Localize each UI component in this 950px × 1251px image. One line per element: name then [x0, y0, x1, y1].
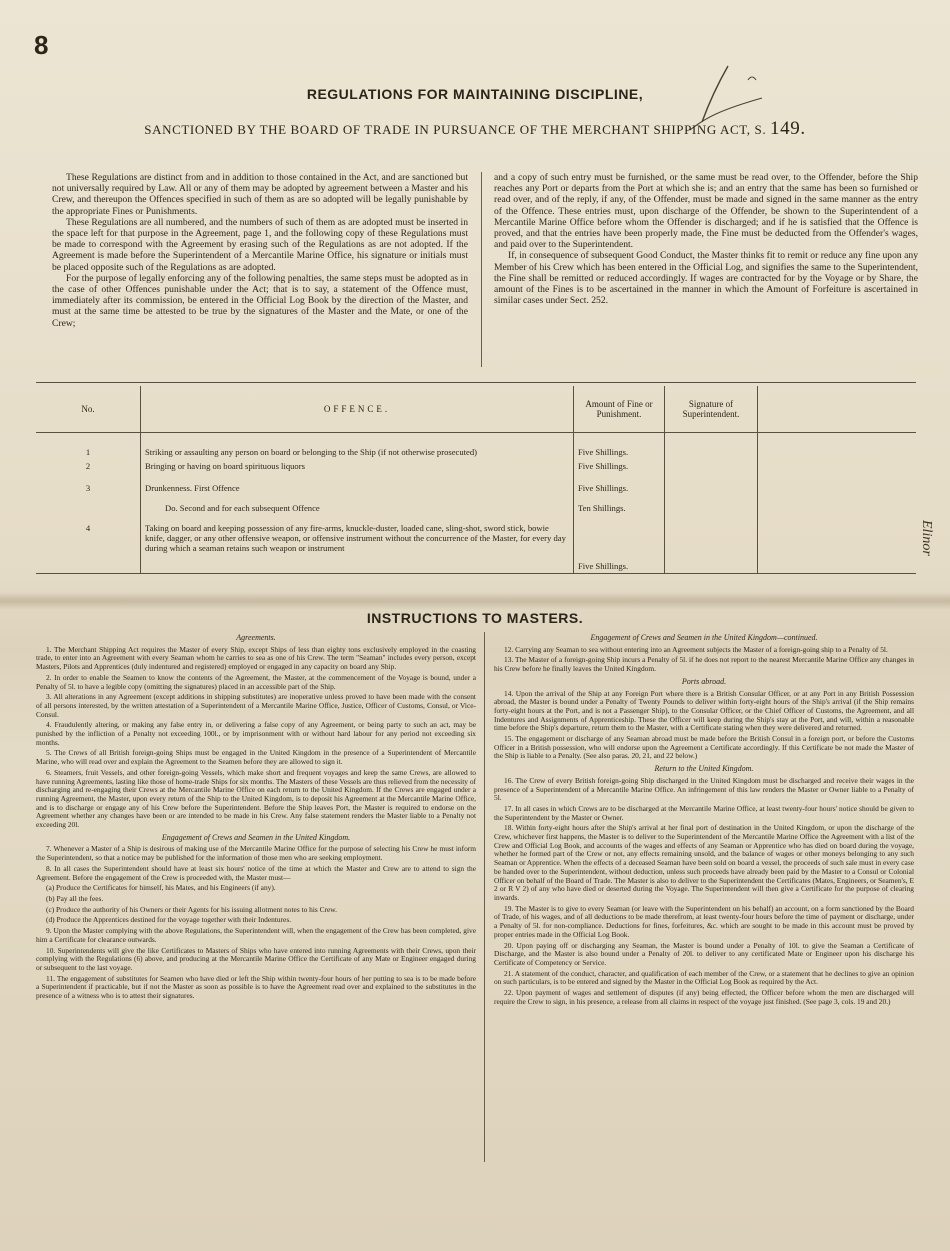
intro-paragraph: These Regulations are distinct from and in addition to those contained in the Act, and are sanctioned but not universally required by Law. All or any of them may be adopted by agreement between a Master and his Crew, and thereupon the Offences specified in such of them as are so adopted will be legally punishable by the appropriate Fines or Punishments. [52, 172, 468, 217]
instruction-subitem: (d) Produce the Apprentices destined for the voyage together with their Indentures. [46, 915, 292, 925]
row-number [36, 501, 141, 521]
intro-right-column [494, 172, 918, 306]
intro-left-column [52, 172, 468, 329]
instruction-paragraph: 18. Within forty-eight hours after the Ship's arrival at her final port of destination in the United Kingdom, or upon the discharge of the Crew, whichever first happens, the Master is to deliver to the Superintendent of the Mercantile Marine Office the Agreement with a list of the Crew and Official Log Book, and accounts of the wages and effects of any Seaman or Apprentice who has died on board during the voyage, whether he formed part of the Crew or not, any effects remaining unsold, and the balance of wages or other moneys belonging to any such Seaman or Apprentice. When the effects of a deceased Seaman have been sold on board a vessel, the proceeds of such sale must in every case be handed over to the Superintendent, without deduction, unless such proceeds have already been paid by the Master to a Consul or Colonial Officer on behalf of the Board of Trade. The Master is also to deliver to the Superintendent the Certificates (Mates, Engineers, or Seamen's, E 2 or R V 2) of any who have died or deserted during the Voyage. The Superintendent will then give a Certificate for the purpose of clearing inwards. [494, 823, 914, 902]
row-amount: Five Shillings. [574, 459, 665, 481]
instruction-paragraph: 6. Steamers, fruit Vessels, and other foreign-going Vessels, which make short and frequent voyages and keep the same Crews, are allowed to have running Agreements, lasting like those of home-trade Ships for six months. The Masters of these Vessels are thus relieved from the necessity of discharging and re-engaging their Crews at the Mercantile Marine Office on each return to the United Kingdom. If the Crews are engaged under a running Agreement, the Master, upon every return of the Ship to the United Kingdom, is to deposit his Agreement at the Mercantile Marine Office, and is to discharge or engage any of his Crew before the Superintendent. Before the Ship leaves Port, the Master is required to endorse on the Agreement whether any changes have been or are intended to be made in his Crew. Any false statement renders the Master liable to a Penalty not exceeding 20l. [36, 767, 476, 830]
instruction-paragraph: 11. The engagement of substitutes for Seamen who have died or left the Ship within twenty-four hours of her putting to sea is to be made before a Superintendent if practicable, but if not the Master as soon as possible is to have the Agreement read over and explained to the substitutes in the presence of a witness who is to attest their signatures. [36, 973, 476, 1001]
table-header-row [36, 386, 916, 433]
row-offence: Do. Second and for each subsequent Offence [141, 501, 574, 521]
row-signature [665, 481, 758, 501]
row-amount: Five Shillings. [574, 481, 665, 501]
row-amount: Five Shillings. [574, 521, 665, 573]
row-number: 2 [36, 459, 141, 481]
section-heading: Engagement of Crews and Seamen in the United Kingdom. [161, 832, 351, 842]
table-row [36, 501, 916, 521]
row-amount: Ten Shillings. [574, 501, 665, 521]
regulations-title: REGULATIONS FOR MAINTAINING DISCIPLINE, [306, 86, 644, 102]
instruction-paragraph: 19. The Master is to give to every Seaman (or leave with the Superintendent on his behalf) an account, on a form sanctioned by the Board of Trade, of his wages, and of all deductions to be made therefrom, at least twenty-four hours before the time of payment or discharge, under a Penalty of 5l. for non-compliance. Deductions for fines, forfeitures, &c. which are sought to be made in this account must be proved by proper entries made in the Official Log Book. [494, 903, 914, 939]
intro-paragraph: For the purpose of legally enforcing any of the following penalties, the same steps must be adopted as in the case of other Offences punishable under the Act; that is to say, a statement of the Offence must, immediately after its commission, be entered in the Official Log Book by the direction of the Master, and must at the same time be attested to be true by the signatures of the Master and the Mate, or one of the Crew; [52, 272, 468, 329]
instruction-subitem: (a) Produce the Certificates for himself, his Mates, and his Engineers (if any). [46, 883, 276, 893]
row-signature [665, 501, 758, 521]
header-amount: Amount of Fine or Punishment. [574, 386, 665, 433]
table-row [36, 481, 916, 501]
instruction-paragraph: 15. The engagement or discharge of any Seaman abroad must be made before the British Consul in a foreign port, or before the Customs Officer in a British possession, who will endorse upon the Agreement a Certificate accordingly. If this Certificate be not made the Master of the Ship is liable to a Penalty. (See also paras. 20, 21, and 22 below.) [494, 734, 914, 761]
row-number: 4 [36, 521, 141, 573]
row-signature [665, 459, 758, 481]
row-offence: Taking on board and keeping possession of any fire-arms, knuckle-duster, loaded cane, sling-shot, sword stick, bowie knife, dagger, or any other offensive weapon, or offensive instrument without the concurrence of the Master, for every day during which a seaman retains such weapon or instrument [141, 521, 574, 573]
instruction-paragraph: 20. Upon paying off or discharging any Seaman, the Master is bound under a Penalty of 10l. to give the Seaman a Certificate of Discharge, and the Master is also bound under a Penalty of 20l. to deliver to any certificated Mate or Engineer upon his discharge his Certificate of Competency or Service. [494, 940, 914, 967]
table-row [36, 433, 916, 460]
section-heading: Engagement of Crews and Seamen in the United Kingdom—continued. [590, 633, 818, 642]
instruction-paragraph: 2. In order to enable the Seamen to know the contents of the Agreement, the Master, at the commencement of the Voyage is bound, under a Penalty of 5l. to have a legible copy (omitting the signatures) placed in an accessible part of the Ship. [36, 672, 476, 691]
instruction-paragraph: 9. Upon the Master complying with the above Regulations, the Superintendent will, when the engagement of the Crew has been completed, give him a Certificate for clearance outwards. [36, 926, 476, 944]
instruction-paragraph: 13. The Master of a foreign-going Ship incurs a Penalty of 5l. if he does not report to the nearest Mercantile Marine Office any changes in his Crew before he finally leaves the United Kingdom. [494, 655, 914, 674]
instruction-paragraph: 7. Whenever a Master of a Ship is desirous of making use of the Mercantile Marine Office for the purpose of selecting his Crew he must inform the Superintendent, so that a notice may be published for the information of those men who are seeking employment. [36, 844, 476, 863]
instruction-paragraph: 4. Fraudulently altering, or making any false entry in, or delivering a false copy of any Agreement, or being party to such an act, may be punished by the infliction of a Penalty not exceeding 100l., or by imprisonment with or without hard labour for any period not exceeding six months. [36, 720, 476, 747]
instruction-paragraph: 14. Upon the arrival of the Ship at any Foreign Port where there is a British Consular Officer, or at any Port in any British Possession abroad, the Master is bound under a Penalty of Twenty Pounds to deliver within forty-eight hours of the Ship's arrival (if the Ship remains forty-eight hours at the Port, and is not a Passenger Ship), to the Consular Officer, or the Chief Officer of Customs, the Agreement, and all Indentures and Assignments of Apprenticeship. These the Officer will keep during the Ship's stay at the Port, and will, within a reasonable time before the Ship's departure, return them to the Master, with a Certificate stating when they were delivered and returned. [494, 688, 914, 733]
instruction-paragraph: 16. The Crew of every British foreign-going Ship discharged in the United Kingdom must be discharged and receive their wages in the presence of a Superintendent of a Mercantile Marine Office. An infringement of this law renders the Master or Owner liable to a Penalty of 5l. [494, 775, 914, 803]
instruction-paragraph: 8. In all cases the Superintendent should have at least six hours' notice of the time at which the Master and Crew are to attend to sign the Agreement. Before the engagement of the Crew is proceeded with, the Master must— [36, 863, 476, 882]
subtitle-text: SANCTIONED BY THE BOARD OF TRADE IN PURSUANCE OF THE MERCHANT SHIPPING ACT, S. [144, 122, 767, 137]
row-blank [758, 433, 917, 460]
instruction-paragraph: 21. A statement of the conduct, character, and qualification of each member of the Crew, or a statement that he declines to give an opinion on such particulars, is to be entered and signed by the Master in the Official Log Book as required by the Act. [494, 968, 914, 987]
table-row [36, 521, 916, 573]
instruction-paragraph: 10. Superintendents will give the like Certificates to Masters of Ships who have entered into running Agreements with their Crews, upon their complying with the Regulations (6) above, and producing at the Mercantile Marine Office the Certificate of any Mate or Engineer engaged during or subsequent to the last voyage. [36, 945, 476, 972]
instruction-paragraph: 3. All alterations in any Agreement (except additions in shipping substitutes) are inoperative unless proved to have been made with the consent of all persons interested, by the written attestation of a Superintendent of a Mercantile Marine Office, Justice, Officer of Customs, Consul, or Vice-Consul. [36, 692, 476, 719]
header-signature: Signature of Superintendent. [665, 386, 758, 433]
instruction-subitem: (b) Pay all the fees. [46, 893, 104, 903]
instructions-right-column [494, 630, 914, 1008]
header-offence: OFFENCE. [141, 386, 574, 433]
row-signature [665, 521, 758, 573]
column-divider [484, 632, 485, 1162]
row-signature [665, 433, 758, 460]
page-number: 8 [34, 30, 49, 60]
row-blank [758, 501, 917, 521]
instructions-title: INSTRUCTIONS TO MASTERS. [366, 610, 584, 626]
row-amount: Five Shillings. [574, 433, 665, 460]
section-heading: Return to the United Kingdom. [654, 764, 754, 774]
handwritten-margin-note: Elinor [919, 520, 934, 556]
row-number: 3 [36, 481, 141, 501]
section-heading: Ports abroad. [681, 676, 727, 686]
intro-paragraph: and a copy of such entry must be furnished, or the same must be read over, to the Offender, before the Ship reaches any Port or departs from the Port at which she is; and an entry that the same has been so furnished or read over, and of the reply, if any, of the Offender, must be made and signed in the same manner as the entry of the Offence. These entries must, upon discharge of the Offender, be shown to the Superintendent of a Mercantile Marine Office before whom the Offender is discharged; and if he is satisfied that the Offence is proved, and that the entries have been properly made, the Fine must be deducted from the Offender's wages, and paid over to the Superintendent. [494, 172, 918, 251]
instruction-paragraph: 22. Upon payment of wages and settlement of disputes (if any) being effected, the Officer before whom the men are discharged will require the Crew to sign, in his presence, a release from all claims in respect of the voyage just finished. (See page 3, cols. 19 and 20.) [494, 988, 914, 1006]
column-divider [481, 172, 482, 367]
instruction-subitem: (c) Produce the authority of his Owners or their Agents for his issuing allotment notes to his Crew. [46, 904, 337, 914]
table-top-rule [36, 382, 916, 383]
header-blank [758, 386, 917, 433]
header-no: No. [36, 386, 141, 433]
row-blank [758, 459, 917, 481]
row-offence: Bringing or having on board spirituous liquors [141, 459, 574, 481]
offence-table [36, 386, 916, 574]
intro-paragraph: These Regulations are all numbered, and the numbers of such of them as are adopted must be inserted in the space left for that purpose in the Agreement, page 1, and the following copy of these Regulations must be made to correspond with the Agreement by erasing such of the Regulations as are not adopted. If the Agreement is made before the Superintendent of a Mercantile Marine Office, his signature or initials must be placed opposite such of the Regulations as are adopted. [52, 216, 468, 273]
table-row [36, 459, 916, 481]
instruction-paragraph: 5. The Crews of all British foreign-going Ships must be engaged in the United Kingdom in the presence of a Superintendent of Mercantile Marine, who will read over and explain the Agreement to the Seamen before they are allowed to sign it. [36, 748, 476, 767]
instructions-left-column [36, 630, 476, 1003]
intro-paragraph: If, in consequence of subsequent Good Conduct, the Master thinks fit to remit or reduce any fine upon any Member of his Crew which has been entered in the Official Log, and signifies the same to the Superintendent, the Fine shall be remitted or reduced accordingly. If wages are contracted for by the Voyage or by Share, the amount of the Fines is to be ascertained in the manner in which the Amount of Forfeiture is ascertained in similar cases under Sect. 252. [494, 250, 918, 307]
paper-fold-crease [0, 592, 950, 610]
section-heading: Agreements. [236, 633, 276, 642]
row-blank [758, 481, 917, 501]
regulations-subtitle [0, 118, 950, 140]
row-offence: Drunkenness. First Offence [141, 481, 574, 501]
instruction-paragraph: 12. Carrying any Seaman to sea without entering into an Agreement subjects the Master of a foreign-going ship to a Penalty of 5l. [504, 644, 888, 654]
instruction-paragraph: 1. The Merchant Shipping Act requires the Master of every Ship, except Ships of less than eighty tons exclusively employed in the coasting trade, to enter into an Agreement with every Seaman whom he carries to sea as one of his Crew. The term "Seaman" includes every person, except Masters, Pilots and Apprentices (duly indentured and registered) employed or engaged in any capacity on board any Ship. [36, 644, 476, 672]
row-offence: Striking or assaulting any person on board or belonging to the Ship (if not otherwise prosecuted) [141, 433, 574, 460]
row-blank [758, 521, 917, 573]
instruction-paragraph: 17. In all cases in which Crews are to be discharged at the Mercantile Marine Office, at least twenty-four hours' notice should be given to the Superintendent by the Master or Owner. [494, 803, 914, 822]
row-number: 1 [36, 433, 141, 460]
section-number: 149. [770, 118, 806, 139]
